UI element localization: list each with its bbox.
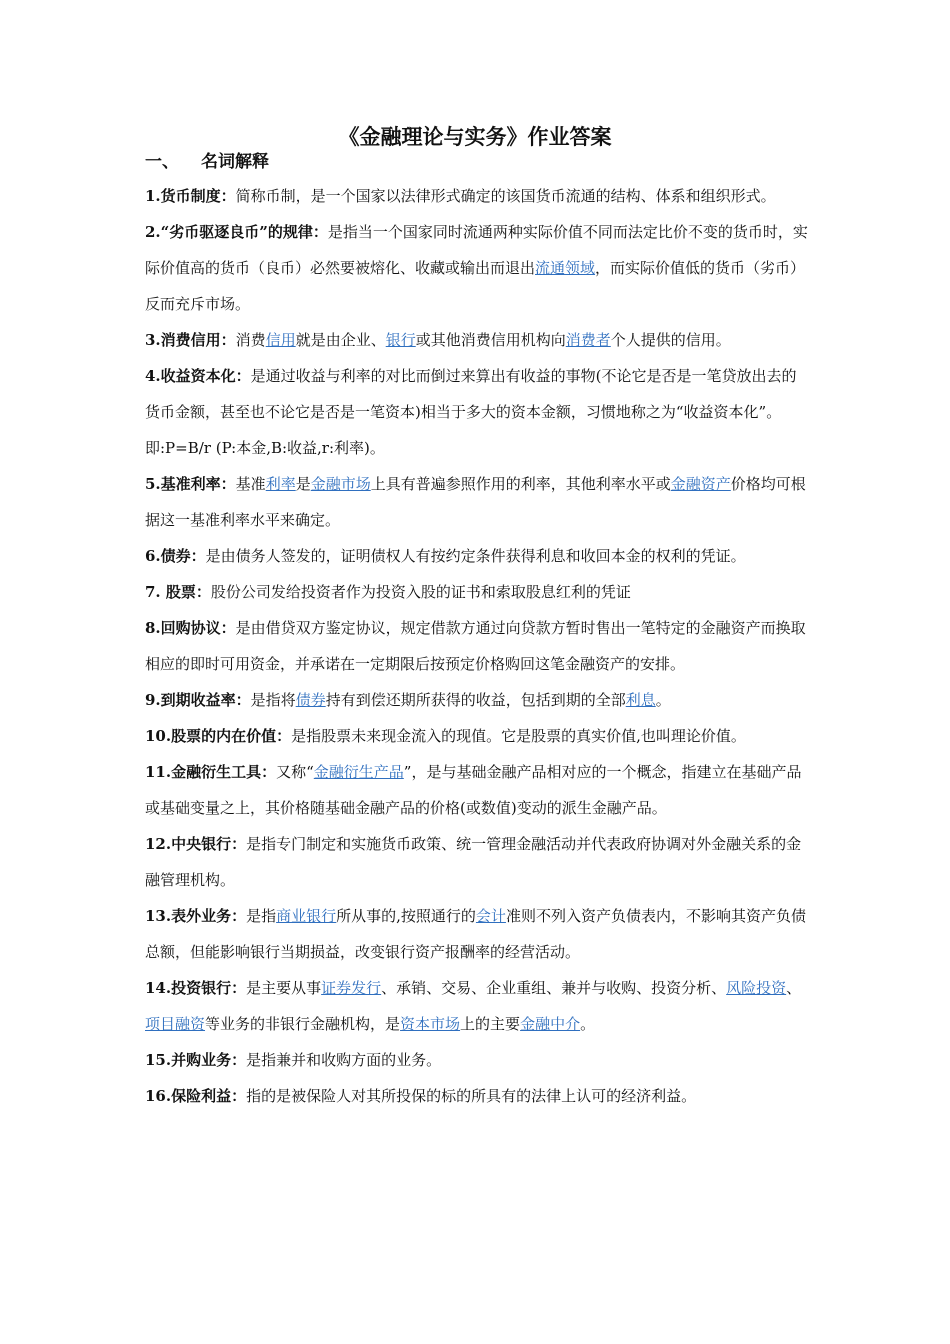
- definition-entry: [145, 898, 810, 970]
- definition-term: 8.回购协议：: [145, 619, 236, 637]
- definition-entry: [145, 538, 810, 574]
- definition-entry: [145, 574, 810, 610]
- definition-term: 16.保险利益：: [145, 1087, 247, 1105]
- definition-text: 准则不列入资产负债表内，不影响其资产负债总额，但能影响银行当期损益，改变银行资产报酬率的经营活动。: [145, 907, 806, 961]
- definition-term: 5.基准利率：: [145, 475, 236, 493]
- glossary-link[interactable]: 消费者: [565, 331, 611, 349]
- definition-entry: [145, 358, 810, 466]
- document-title: 《金融理论与实务》作业答案: [338, 124, 612, 149]
- definition-text: 或其他消费信用机构向: [415, 331, 566, 349]
- definition-term: 7. 股票：: [145, 583, 211, 601]
- definition-term: 15.并购业务：: [145, 1051, 247, 1069]
- definition-entry: [145, 1042, 810, 1078]
- glossary-link[interactable]: 利率: [265, 475, 296, 493]
- definition-term: 2.“劣币驱逐良币”的规律：: [145, 223, 328, 241]
- glossary-link[interactable]: 金融衍生产品: [313, 763, 404, 781]
- section-heading: [145, 150, 269, 174]
- definition-entry: [145, 754, 810, 826]
- definition-entry: [145, 214, 810, 322]
- definition-term: 14.投资银行：: [145, 979, 247, 997]
- definition-text: 。: [580, 1015, 596, 1033]
- definition-term: 12.中央银行：: [145, 835, 247, 853]
- definition-text: 简称币制，是一个国家以法律形式确定的该国货币流通的结构、体系和组织形式。: [235, 187, 776, 205]
- definition-text: 基准: [235, 475, 266, 493]
- glossary-link[interactable]: 银行: [385, 331, 416, 349]
- definition-entry: [145, 1078, 810, 1114]
- glossary-link[interactable]: 证券发行: [321, 979, 382, 997]
- definition-text: 所从事的,按照通行的: [336, 907, 476, 925]
- section-number: 一、: [145, 152, 179, 172]
- definition-text: 等业务的非银行金融机构，是: [205, 1015, 401, 1033]
- definition-text: 是指将: [250, 691, 296, 709]
- definition-text: 是: [295, 475, 311, 493]
- definition-text: 是指当一个国家同时流通两种实际价值不同而法定比价不变的货币时，实际价值高的货币（良币）必然要被熔化、收藏或输出而退出: [145, 223, 808, 277]
- definition-term: 10.股票的内在价值：: [145, 727, 292, 745]
- definition-text: 又称“: [276, 763, 314, 781]
- glossary-link[interactable]: 项目融资: [145, 1015, 206, 1033]
- glossary-link[interactable]: 金融中介: [520, 1015, 581, 1033]
- definition-text: 是通过收益与利率的对比而倒过来算出有收益的事物(不论它是否是一笔贷放出去的货币金额，甚至也不论它是否是一笔资本)相当于多大的资本金额，习惯地称之为“收益资本化”。即:P=B/r (P:本金,B:收益,r:利率)。: [145, 367, 797, 457]
- definition-term: 6.债券：: [145, 547, 206, 565]
- definition-term: 4.收益资本化：: [145, 367, 251, 385]
- definition-entry: [145, 682, 810, 718]
- definition-entry: [145, 322, 810, 358]
- definition-text: 消费: [235, 331, 266, 349]
- glossary-link[interactable]: 资本市场: [400, 1015, 461, 1033]
- section-title: 名词解释: [201, 152, 269, 172]
- definition-entry: [145, 826, 810, 898]
- definition-text: 股份公司发给投资者作为投资入股的证书和索取股息红利的凭证: [210, 583, 631, 601]
- definition-text: 是指专门制定和实施货币政策、统一管理金融活动并代表政府协调对外金融关系的金融管理机构。: [145, 835, 802, 889]
- definition-text: 价格均可根据这一基准利率水平来确定。: [145, 475, 806, 529]
- definition-entry: [145, 970, 810, 1042]
- definition-text: 上具有普遍参照作用的利率，其他利率水平或: [370, 475, 671, 493]
- definition-text: 指的是被保险人对其所投保的标的所具有的法律上认可的经济利益。: [246, 1087, 697, 1105]
- definition-text: 是主要从事: [246, 979, 322, 997]
- definition-text: 个人提供的信用。: [610, 331, 731, 349]
- definition-text: 是指兼并和收购方面的业务。: [246, 1051, 442, 1069]
- definition-text: 、承销、交易、企业重组、兼并与收购、投资分析、: [381, 979, 727, 997]
- definition-term: 11.金融衍生工具：: [145, 763, 277, 781]
- glossary-link[interactable]: 金融资产: [670, 475, 731, 493]
- definition-text: 上的主要: [460, 1015, 521, 1033]
- glossary-link[interactable]: 信用: [265, 331, 296, 349]
- definition-entry: [145, 466, 810, 538]
- definition-term: 9.到期收益率：: [145, 691, 251, 709]
- glossary-link[interactable]: 债券: [295, 691, 326, 709]
- glossary-link[interactable]: 会计: [475, 907, 506, 925]
- definition-text: ”，是与基础金融产品相对应的一个概念，指建立在基础产品或基础变量之上，其价格随基础金融产品的价格(或数值)变动的派生金融产品。: [145, 763, 802, 817]
- glossary-link[interactable]: 利息: [625, 691, 656, 709]
- glossary-link[interactable]: 流通领域: [535, 259, 596, 277]
- definition-text: 是指: [246, 907, 277, 925]
- definition-text: 。: [655, 691, 671, 709]
- definition-entry: [145, 610, 810, 682]
- definition-text: 是由借贷双方鉴定协议，规定借款方通过向贷款方暂时售出一笔特定的金融资产而换取相应的即时可用资金，并承诺在一定期限后按预定价格购回这笔金融资产的安排。: [145, 619, 806, 673]
- glossary-link[interactable]: 风险投资: [726, 979, 787, 997]
- definition-text: 持有到偿还期所获得的收益，包括到期的全部: [325, 691, 626, 709]
- definition-entry: [145, 718, 810, 754]
- definition-term: 1.货币制度：: [145, 187, 236, 205]
- definition-term: 3.消费信用：: [145, 331, 236, 349]
- definition-term: 13.表外业务：: [145, 907, 247, 925]
- definition-text: 就是由企业、: [295, 331, 386, 349]
- definition-list: [145, 178, 810, 1114]
- definition-text: 是由债务人签发的，证明债权人有按约定条件获得利息和收回本金的权利的凭证。: [205, 547, 746, 565]
- definition-text: ，而实际价值低的货币（劣币）反而充斥市场。: [145, 259, 806, 313]
- definition-text: 是指股票未来现金流入的现值。它是股票的真实价值,也叫理论价值。: [291, 727, 746, 745]
- definition-entry: [145, 178, 810, 214]
- glossary-link[interactable]: 金融市场: [310, 475, 371, 493]
- glossary-link[interactable]: 商业银行: [276, 907, 337, 925]
- definition-text: 、: [786, 979, 802, 997]
